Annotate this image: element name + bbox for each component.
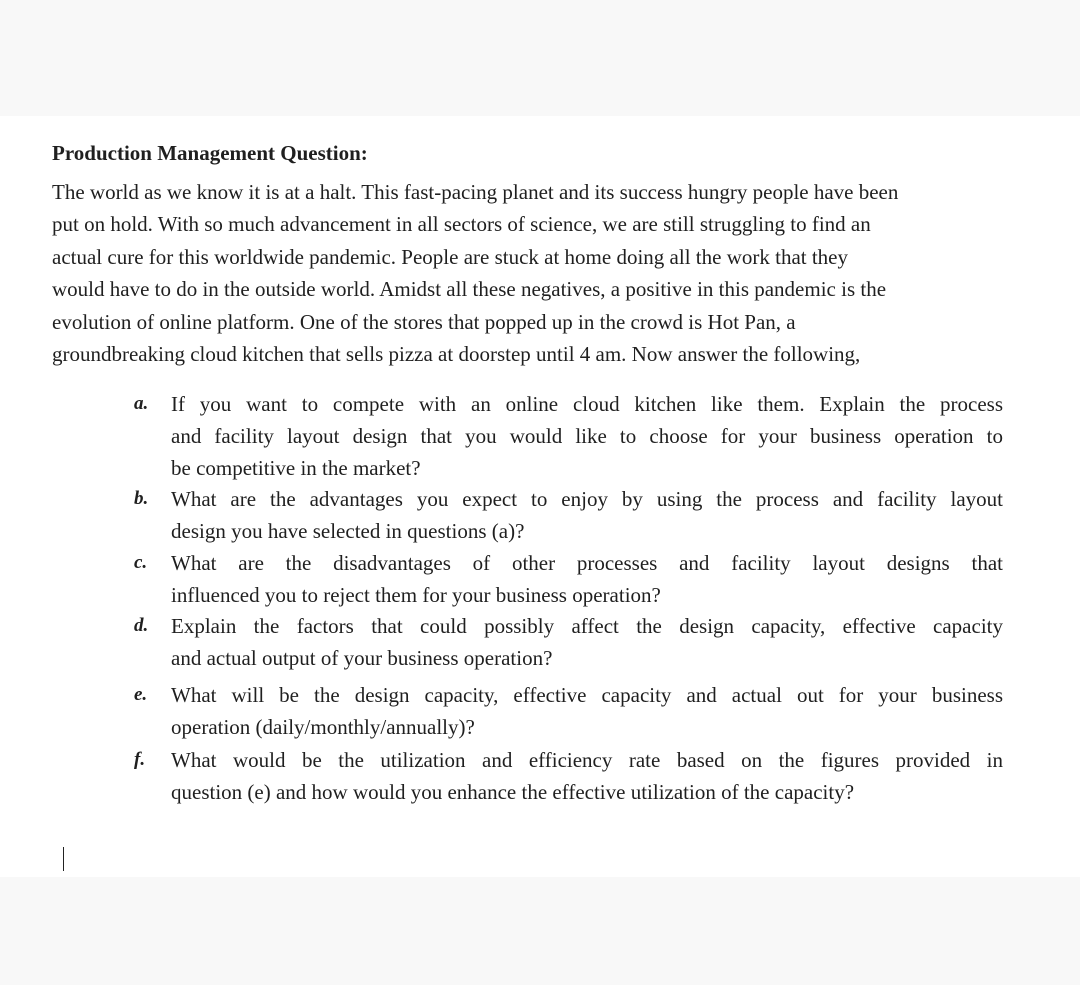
list-marker: e.	[134, 684, 148, 705]
question-line: design you have selected in questions (a)?	[171, 519, 525, 543]
question-text	[171, 483, 1003, 547]
question-line: What would be the utilization and efficiency rate based on the figures provided in	[171, 748, 1003, 772]
bottom-margin	[0, 877, 1080, 985]
intro-paragraph	[52, 176, 1037, 370]
document-page[interactable]	[0, 116, 1080, 877]
question-text	[171, 744, 1003, 808]
intro-line: would have to do in the outside world. Amidst all these negatives, a positive in this pandemic is the	[52, 277, 887, 302]
top-margin	[0, 0, 1080, 116]
intro-line: put on hold. With so much advancement in all sectors of science, we are still struggling to find an	[52, 212, 871, 237]
question-line: influenced you to reject them for your business operation?	[171, 583, 661, 607]
question-line: operation (daily/monthly/annually)?	[171, 715, 475, 739]
question-line: question (e) and how would you enhance the effective utilization of the capacity?	[171, 780, 855, 804]
intro-line: evolution of online platform. One of the stores that popped up in the crowd is Hot Pan, a	[52, 309, 796, 334]
question-text	[171, 388, 1003, 484]
list-marker: c.	[134, 552, 148, 573]
list-marker: d.	[134, 615, 149, 636]
question-line: Explain the factors that could possibly affect the design capacity, effective capacity	[171, 614, 1003, 638]
list-marker: b.	[134, 488, 149, 509]
question-line: be competitive in the market?	[171, 456, 421, 480]
intro-line: The world as we know it is at a halt. This fast-pacing planet and its success hungry people have been	[52, 180, 899, 204]
question-line: What are the disadvantages of other processes and facility layout designs that	[171, 551, 1003, 575]
question-line: and actual output of your business operation?	[171, 646, 553, 670]
question-text	[171, 547, 1003, 611]
question-line: and facility layout design that you would like to choose for your business operation to	[171, 424, 1003, 448]
intro-line: groundbreaking cloud kitchen that sells pizza at doorstep until 4 am. Now answer the following,	[52, 341, 861, 366]
list-marker: a.	[134, 393, 149, 414]
question-text	[171, 610, 1003, 674]
text-cursor	[63, 847, 64, 871]
page-title: Production Management Question:	[52, 141, 368, 165]
list-marker: f.	[134, 749, 146, 770]
question-line: What will be the design capacity, effective capacity and actual out for your business	[171, 683, 1003, 707]
intro-line: actual cure for this worldwide pandemic. People are stuck at home doing all the work that they	[52, 244, 849, 269]
question-line: What are the advantages you expect to enjoy by using the process and facility layout	[171, 487, 1003, 511]
question-line: If you want to compete with an online cloud kitchen like them. Explain the process	[171, 392, 1003, 416]
question-text	[171, 679, 1003, 743]
